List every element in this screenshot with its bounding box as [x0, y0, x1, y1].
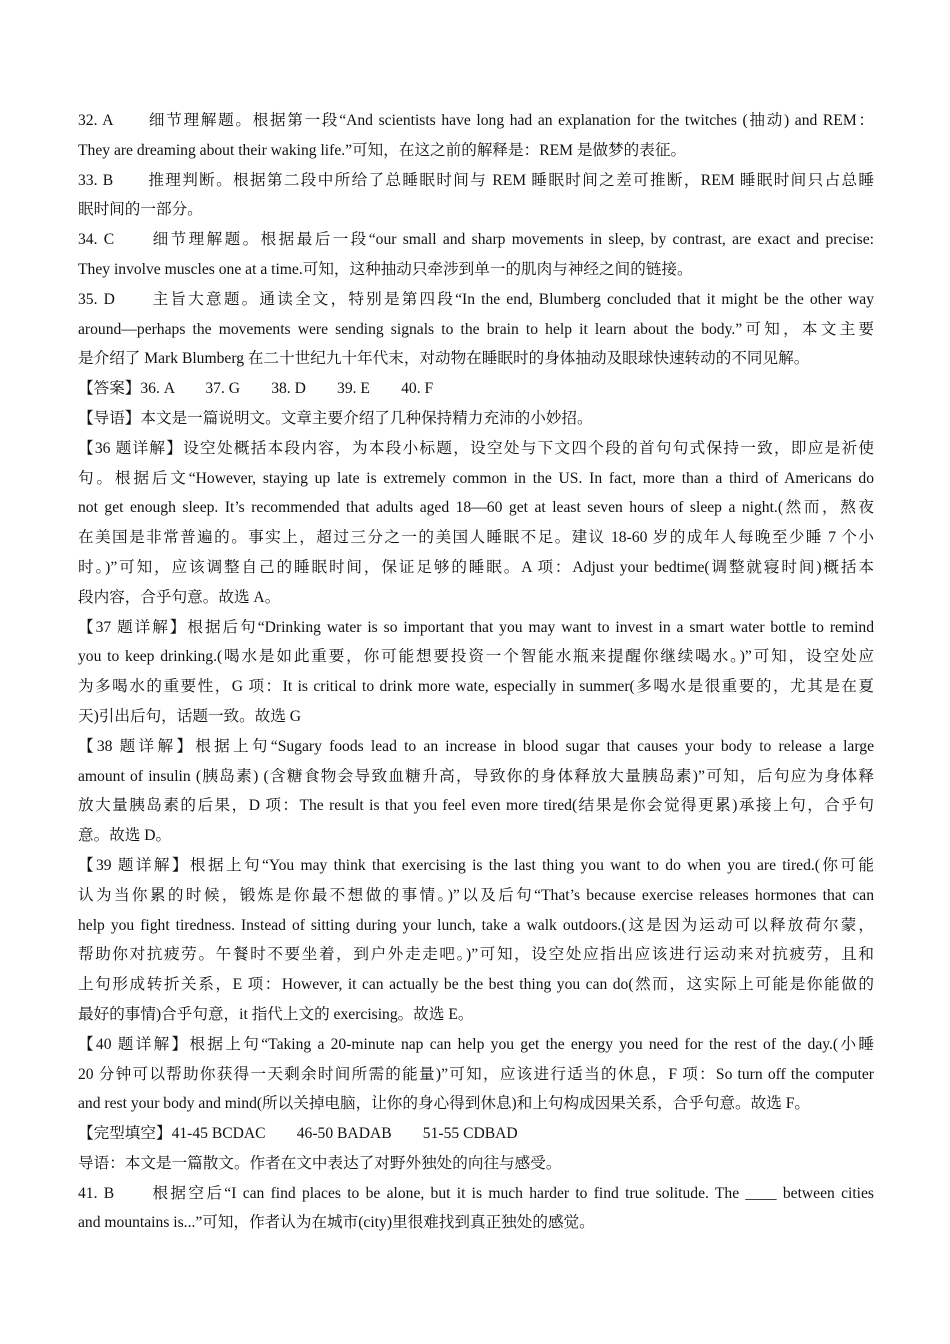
text-line: 32. A 细节理解题。根据第一段“And scientists have long had an explanation for the twitches (抽动) and REM： [78, 112, 874, 129]
text-line: They involve muscles one at a time.可知，这种抽动只牵涉到单一的肌肉与神经之间的链接。 [78, 260, 693, 278]
text-line: They are dreaming about their waking life.”可知，在这之前的解释是：REM 是做梦的表征。 [78, 141, 687, 159]
text-line: 【37 题详解】根据后句“Drinking water is so important that you may want to invest in a smart water bottle to remind [78, 618, 874, 636]
text-line: 导语：本文是一篇散文。作者在文中表达了对野外独处的向往与感受。 [78, 1154, 562, 1172]
text-line: 【38 题详解】根据上句“Sugary foods lead to an increase in blood sugar that causes your body to release a large [78, 737, 874, 755]
text-line: 时。)”可知，应该调整自己的睡眠时间，保证足够的睡眠。A 项：Adjust your bedtime(调整就寝时间)概括本 [78, 558, 874, 576]
text-line: 【完型填空】41-45 BCDAC 46-50 BADAB 51-55 CDBAD [78, 1125, 518, 1143]
text-line: 放大量胰岛素的后果，D 项：The result is that you feel even more tired(结果是你会觉得更累)承接上句，合乎句 [78, 797, 874, 815]
text-line: around—perhaps the movements were sending signals to the brain to help it learn about the body.”可知，本文主要 [78, 320, 874, 338]
text-line: amount of insulin (胰岛素) (含糖食物会导致血糖升高，导致你的身体释放大量胰岛素)”可知，后句应为身体释 [78, 767, 874, 785]
text-line: and rest your body and mind(所以关掉电脑，让你的身心得到休息)和上句构成因果关系，合乎句意。故选 F。 [78, 1095, 811, 1113]
text-line: 【40 题详解】根据上句“Taking a 20-minute nap can help you get the energy you need for the rest of the day.(小睡 [78, 1035, 874, 1053]
text-line: 为多喝水的重要性，G 项：It is critical to drink more wate, especially in summer(多喝水是很重要的，尤其是在夏 [78, 678, 874, 696]
text-line: 【答案】36. A 37. G 38. D 39. E 40. F [78, 380, 434, 398]
text-line: 【36 题详解】设空处概括本段内容，为本段小标题，设空处与下文四个段的首句句式保持一致，即应是祈使 [78, 439, 874, 457]
text-line: 最好的事情)合乎句意，it 指代上文的 exercising。故选 E。 [78, 1005, 474, 1023]
text-line: 认为当你累的时候，锻炼是你最不想做的事情。)”以及后句“That’s because exercise releases hormones that can [78, 886, 874, 904]
text-line: you to keep drinking.(喝水是如此重要，你可能想要投资一个智能水瓶来提醒你继续喝水。)”可知，设空处应 [78, 648, 874, 666]
text-line: 天)引出后句，话题一致。故选 G [78, 707, 302, 725]
text-line: 20 分钟可以帮助你获得一天剩余时间所需的能量)”可知，应该进行适当的休息，F 项：So turn off the computer [78, 1065, 874, 1083]
text-line: 是介绍了 Mark Blumberg 在二十世纪九十年代末，对动物在睡眠时的身体抽动及眼球快速转动的不同见解。 [78, 350, 810, 368]
text-line: 意。故选 D。 [78, 827, 172, 845]
text-line: not get enough sleep. It’s recommended that adults aged 18—60 get at least seven hours of sleep a night.(然而，熬夜 [78, 499, 874, 517]
text-line: 眠时间的一部分。 [78, 201, 203, 219]
text-line: help you fight tiredness. Instead of sitting during your lunch, take a walk outdoors.(这是因为运动可以释放荷尔蒙， [78, 916, 874, 934]
text-line: 句。根据后文“However, staying up late is extremely common in the US. In fact, more than a third of Americans do [78, 469, 874, 487]
text-line: 【导语】本文是一篇说明文。文章主要介绍了几种保持精力充沛的小妙招。 [78, 409, 593, 427]
text-line: 在美国是非常普遍的。事实上，超过三分之一的美国人睡眠不足。建议 18-60 岁的成年人每晚至少睡 7 个小 [78, 529, 874, 547]
text-line: 帮助你对抗疲劳。午餐时不要坐着，到户外走走吧。)”可知，设空处应指出应该进行运动来对抗疲劳，且和 [78, 946, 874, 964]
text-line: 段内容，合乎句意。故选 A。 [78, 588, 281, 606]
text-line: 【39 题详解】根据上句“You may think that exercising is the last thing you want to do when you are tired.(你可能 [78, 856, 874, 874]
text-line: 41. B 根据空后“I can find places to be alone, but it is much harder to find true solitude. The ____ between cities [78, 1184, 874, 1202]
text-line: 33. B 推理判断。根据第二段中所给了总睡眠时间与 REM 睡眠时间之差可推断，REM 睡眠时间只占总睡 [78, 171, 874, 189]
text-line: 35. D 主旨大意题。通读全文，特别是第四段“In the end, Blumberg concluded that it might be the other way [78, 290, 874, 308]
text-line: and mountains is...”可知，作者认为在城市(city)里很难找到真正独处的感觉。 [78, 1214, 595, 1232]
text-line: 34. C 细节理解题。根据最后一段“our small and sharp movements in sleep, by contrast, are exact and precise: [78, 231, 874, 249]
text-line: 上句形成转折关系，E 项：However, it can actually be the best thing you can do(然而，这实际上可能是你能做的 [78, 976, 874, 994]
document-page [78, 106, 874, 1238]
